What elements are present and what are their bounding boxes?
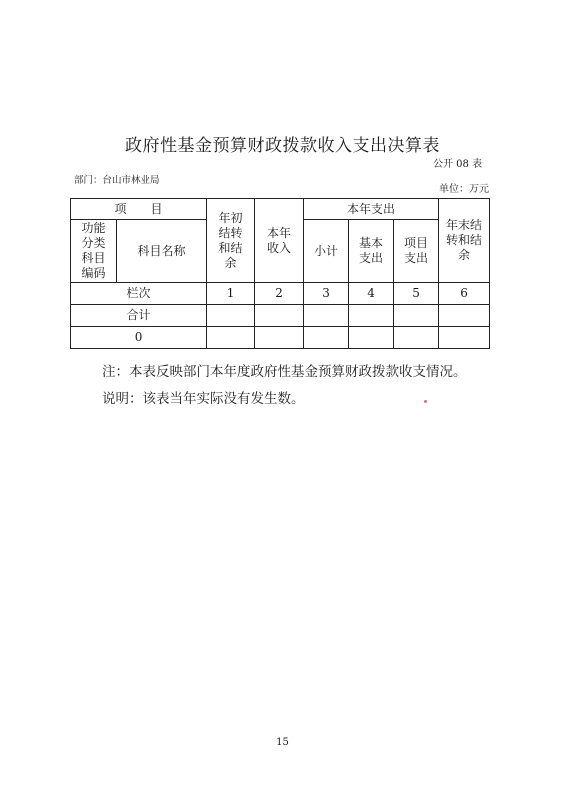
table-cell xyxy=(304,305,349,327)
table-cell xyxy=(207,327,255,349)
seq-label: 栏次 xyxy=(71,283,207,305)
seq-number: 6 xyxy=(439,283,490,305)
table-cell xyxy=(349,305,394,327)
table-cell xyxy=(349,327,394,349)
header-basic-expense: 基本支出 xyxy=(349,220,394,283)
header-income: 本年收入 xyxy=(255,199,304,283)
header-subject-name: 科目名称 xyxy=(117,220,207,283)
seq-number: 1 xyxy=(207,283,255,305)
header-project-expense: 项目支出 xyxy=(394,220,439,283)
budget-table xyxy=(70,198,490,349)
table-cell xyxy=(394,327,439,349)
table-cell xyxy=(255,305,304,327)
department-label: 部门：台山市林业局 xyxy=(74,175,160,186)
seq-number: 3 xyxy=(304,283,349,305)
seq-number: 4 xyxy=(349,283,394,305)
table-row xyxy=(71,283,490,305)
table-explanation: 说明：该表当年实际没有发生数。 xyxy=(102,391,305,407)
total-label: 合计 xyxy=(71,305,207,327)
table-cell xyxy=(439,327,490,349)
header-subtotal: 小计 xyxy=(304,220,349,283)
table-cell xyxy=(255,327,304,349)
seq-number: 5 xyxy=(394,283,439,305)
table-cell xyxy=(304,327,349,349)
page-number: 15 xyxy=(276,737,289,748)
seq-number: 2 xyxy=(255,283,304,305)
table-row xyxy=(71,327,490,349)
header-end-balance: 年末结转和结余 xyxy=(439,199,490,283)
unit-label: 单位：万元 xyxy=(439,184,489,195)
table-note: 注：本表反映部门本年度政府性基金预算财政拨款收支情况。 xyxy=(102,364,467,380)
table-cell xyxy=(439,305,490,327)
header-item: 项 目 xyxy=(71,199,207,220)
table-cell xyxy=(207,305,255,327)
zero-value: 0 xyxy=(71,327,207,349)
header-function-code: 功能分类科目编码 xyxy=(71,220,117,283)
header-begin-balance: 年初结转和结余 xyxy=(207,199,255,283)
header-expense-group: 本年支出 xyxy=(304,199,439,220)
ink-mark xyxy=(424,400,427,403)
table-row xyxy=(71,305,490,327)
page-title: 政府性基金预算财政拨款收入支出决算表 xyxy=(125,136,440,156)
table-code: 公开 08 表 xyxy=(433,159,483,170)
table-cell xyxy=(394,305,439,327)
